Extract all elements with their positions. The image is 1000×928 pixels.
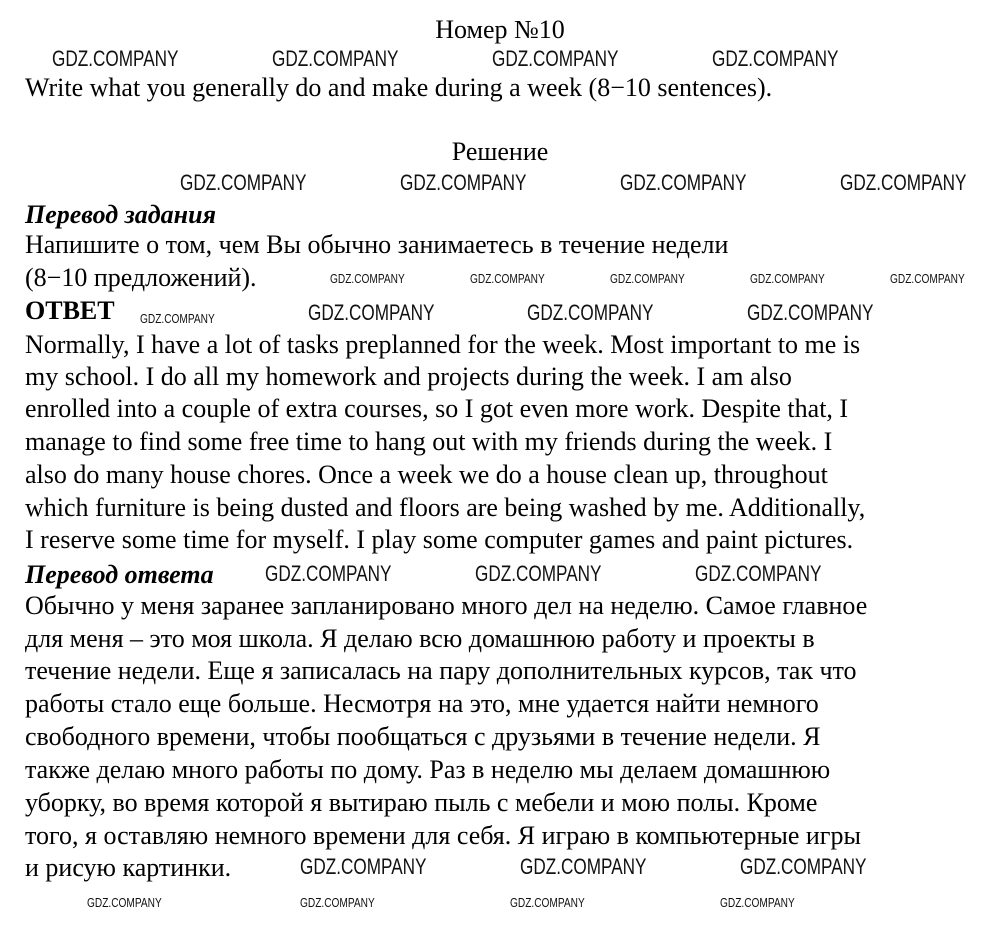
task-text: Write what you generally do and make during a week (8−10 sentences). (25, 73, 773, 102)
watermark: GDZ.COMPANY (527, 300, 654, 325)
watermark-small: GDZ.COMPANY (300, 895, 375, 910)
watermark: GDZ.COMPANY (492, 46, 619, 71)
answer-translation-line: и рисую картинки. (25, 853, 232, 882)
watermark: GDZ.COMPANY (265, 561, 392, 586)
watermark-small: GDZ.COMPANY (610, 271, 685, 286)
answer-line: enrolled into a couple of extra courses, so I got even more work. Despite that, I (25, 394, 849, 423)
watermark: GDZ.COMPANY (400, 170, 527, 195)
watermark: GDZ.COMPANY (840, 170, 967, 195)
watermark: GDZ.COMPANY (475, 561, 602, 586)
answer-translation-line: Обычно у меня заранее запланировано много дел на неделю. Самое главное (25, 591, 868, 620)
exercise-title: Номер №10 (435, 15, 565, 44)
answer-line: I reserve some time for myself. I play some computer games and paint pictures. (25, 525, 854, 554)
watermark: GDZ.COMPANY (695, 561, 822, 586)
watermark-small: GDZ.COMPANY (750, 271, 825, 286)
answer-translation-line: течение недели. Еще я записалась на пару дополнительных курсов, так что (25, 656, 857, 685)
task-translation-line: Напишите о том, чем Вы обычно занимаетесь в течение недели (25, 230, 729, 259)
watermark-small: GDZ.COMPANY (720, 895, 795, 910)
answer-line: my school. I do all my homework and projects during the week. I am also (25, 362, 792, 391)
watermark: GDZ.COMPANY (300, 854, 427, 879)
answer-heading: ОТВЕТ (25, 296, 115, 325)
watermark: GDZ.COMPANY (620, 170, 747, 195)
answer-translation-line: уборку, во время которой я вытираю пыль с мебели и мою полы. Кроме (25, 788, 818, 817)
task-translation-line: (8−10 предложений). (25, 263, 257, 292)
answer-line: Normally, I have a lot of tasks preplanned for the week. Most important to me is (25, 330, 861, 359)
watermark: GDZ.COMPANY (520, 854, 647, 879)
answer-translation-heading: Перевод ответа (25, 560, 214, 589)
answer-line: manage to find some free time to hang out with my friends during the week. I (25, 427, 833, 456)
watermark: GDZ.COMPANY (272, 46, 399, 71)
watermark-small: GDZ.COMPANY (330, 271, 405, 286)
watermark-small: GDZ.COMPANY (890, 271, 965, 286)
watermark: GDZ.COMPANY (308, 300, 435, 325)
answer-line: which furniture is being dusted and floors are being washed by me. Additionally, (25, 493, 866, 522)
watermark: GDZ.COMPANY (740, 854, 867, 879)
solution-label: Решение (451, 137, 549, 166)
answer-translation-line: для меня – это моя школа. Я делаю всю домашнюю работу и проекты в (25, 624, 815, 653)
watermark: GDZ.COMPANY (180, 170, 307, 195)
answer-translation-line: свободного времени, чтобы пообщаться с друзьями в течение недели. Я (25, 722, 821, 751)
watermark: GDZ.COMPANY (52, 46, 179, 71)
watermark: GDZ.COMPANY (747, 300, 874, 325)
answer-translation-line: также делаю много работы по дому. Раз в неделю мы делаем домашнюю (25, 755, 831, 784)
watermark-small: GDZ.COMPANY (140, 311, 215, 326)
watermark-small: GDZ.COMPANY (510, 895, 585, 910)
watermark-small: GDZ.COMPANY (87, 895, 162, 910)
answer-translation-line: работы стало еще больше. Несмотря на это, мне удается найти немного (25, 689, 819, 718)
answer-translation-line: того, я оставляю немного времени для себя. Я играю в компьютерные игры (25, 821, 861, 850)
watermark: GDZ.COMPANY (712, 46, 839, 71)
task-translation-heading: Перевод задания (25, 200, 216, 229)
answer-line: also do many house chores. Once a week we do a house clean up, throughout (25, 460, 828, 489)
watermark-small: GDZ.COMPANY (470, 271, 545, 286)
